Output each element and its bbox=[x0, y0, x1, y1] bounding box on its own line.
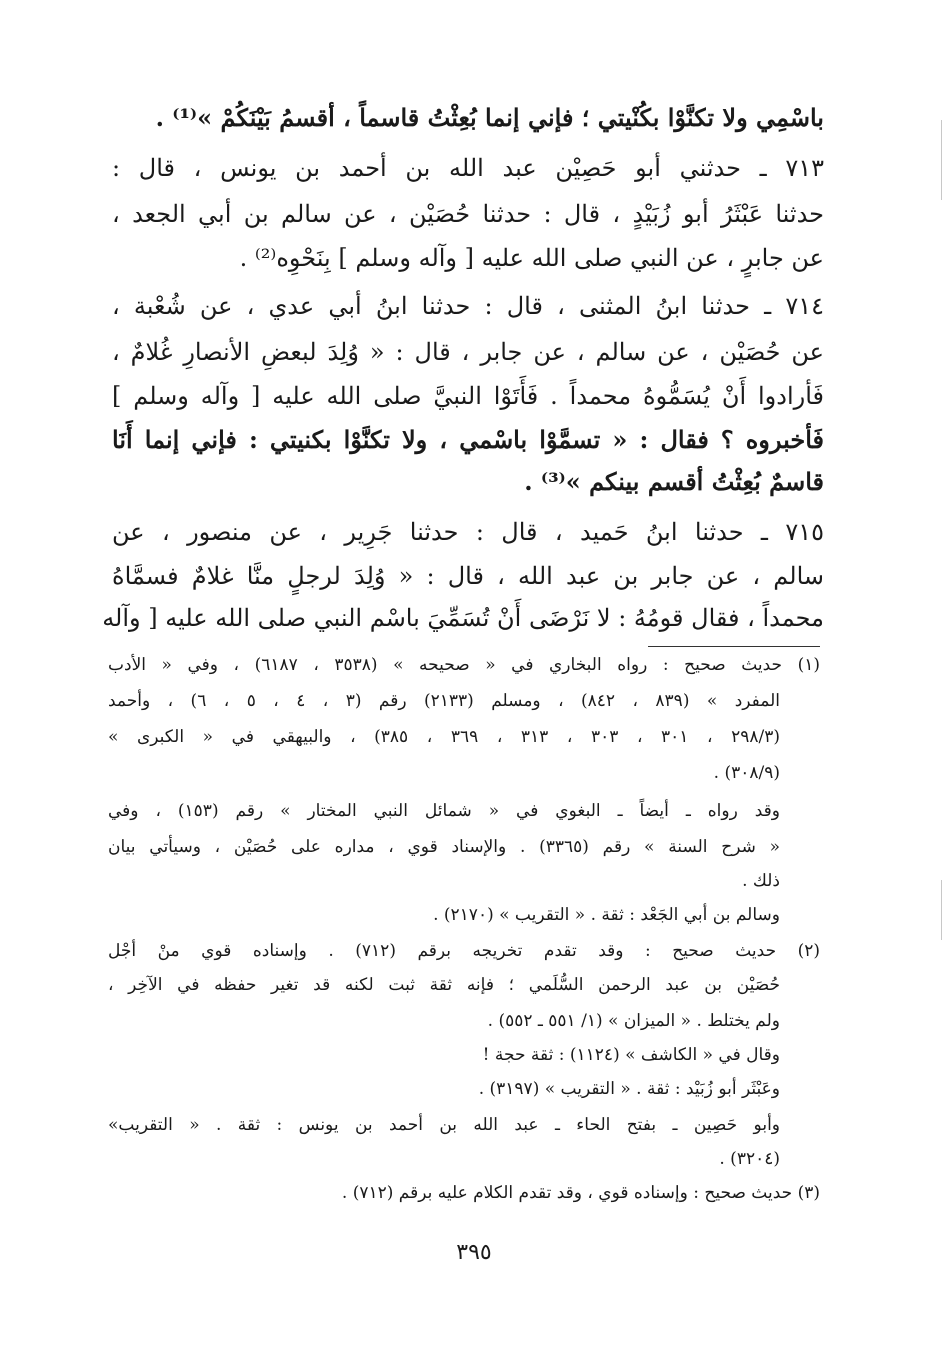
footnote-separator bbox=[648, 646, 820, 647]
footnote-line: ذلك . bbox=[742, 871, 780, 891]
text-line: عن جابرٍ ، عن النبي صلى الله عليه [ وآله وسلم ] بِنَحْوِه⁽²⁾ . bbox=[239, 244, 824, 272]
text-line: سالم ، عن جابر بن عبد الله ، قال : « وُلِدَ لرجلٍ منَّا غلامٌ فسمَّاهُ bbox=[112, 562, 824, 590]
footnote-line: (٢٩٨/٣ ، ٣٠١ ، ٣٠٣ ، ٣١٣ ، ٣٦٩ ، ٣٨٥) ، والبيهقي في « الكبرى » bbox=[108, 727, 781, 747]
footnote-line: وقال في « الكاشف » (١١٢٤) : ثقة حجة ! bbox=[482, 1045, 780, 1065]
footnote-line: وسالم بن أبي الجَعْد : ثقة . « التقريب » (٢١٧٠) . bbox=[433, 905, 780, 925]
footnote-line: وعَبْثَر أبو زُبَيْد : ثقة . « التقريب » (٣١٩٧) . bbox=[478, 1079, 780, 1099]
page-number: ٣٩٥ bbox=[456, 1240, 492, 1265]
footnote-line: « شرح السنة » رقم (٣٣٦٥) . والإسناد قوي ، مداره على حُصَيْن ، وسيأتي بيان bbox=[108, 837, 780, 857]
footnote-line: (٣) حديث صحيح : وإسناده قوي ، وقد تقدم الكلام عليه برقم (٧١٢) . bbox=[341, 1183, 820, 1203]
footnote-line: (٣٢٠٤) . bbox=[719, 1149, 780, 1169]
footnote-line: وقد رواه ـ أيضاً ـ البغوي في « شمائل النبي المختار » رقم (١٥٣) ، وفي bbox=[108, 801, 781, 821]
text-line: عن حُصَيْن ، عن سالم ، عن جابر ، قال : « وُلِدَ لبعضِ الأنصارِ غُلامٌ ، bbox=[112, 338, 824, 366]
footnote-line: ولم يختلط . « الميزان » (١/ ٥٥١ ـ ٥٥٢) . bbox=[487, 1011, 780, 1031]
text-line: قاسمٌ بُعِثْتُ أقسم بينكم »⁽³⁾ . bbox=[524, 467, 824, 496]
text-line: ٧١٥ ـ حدثنا ابنُ حَميد ، قال : حدثنا جَرِير ، عن منصور ، عن bbox=[112, 518, 824, 546]
text-line: محمداً ، فقال قومُهُ : لا نَرْضَى أَنْ تُسَمِّيَ باسْم النبي صلى الله عليه [ وآله bbox=[102, 604, 824, 632]
text-line: فَأرادوا أَنْ يُسَمُّوهُ محمداً . فَأَتَوْا النبيَّ صلى الله عليه [ وآله وسلم ] bbox=[112, 382, 824, 410]
text-line: فَأخبروه ؟ فقال : « تسمَّوْا باسْمي ، ولا تكنَّوْا بكنيتي : فإني إنما أَنَا bbox=[112, 425, 825, 454]
text-line: حدثنا عَبْثَرُ أبو زُبَيْدٍ ، قال : حدثنا حُصَيْن ، عن سالم بن أبي الجعد ، bbox=[112, 200, 824, 228]
footnote-line: (٢) حديث صحيح : وقد تقدم تخريجه برقم (٧١٢) . وإسناده قوي منْ أجْل bbox=[108, 941, 820, 961]
text-line: باسْمِي ولا تكنَّوْا بكُنْيتي ؛ فإني إنما بُعِثْتُ قاسماً ، أقسمُ بَيْنَكُمْ »⁽¹⁾ . bbox=[155, 103, 824, 132]
scan-edge-mark bbox=[941, 880, 942, 940]
footnote-line: حُصَيْن بن عبد الرحمن السُّلَمي ؛ فإنه ثقة ثبت لكنه قد تغير حفظه في الآخِر ، bbox=[108, 975, 780, 995]
text-line: ٧١٤ ـ حدثنا ابنُ المثنى ، قال : حدثنا ابنُ أبي عدي ، عن شُعْبة ، bbox=[112, 292, 824, 320]
footnote-line: وأبو حَصِين ـ بفتح الحاء ـ عبد الله بن أحمد بن يونس : ثقة . « التقريب» bbox=[108, 1115, 780, 1135]
footnote-line: (٣٠٨/٩) . bbox=[713, 763, 780, 783]
text-line: ٧١٣ ـ حدثني أبو حَصِيْن عبد الله بن أحمد بن يونس ، قال : bbox=[112, 154, 824, 182]
scan-edge-mark bbox=[941, 120, 942, 200]
footnote-line: المفرد » (٨٣٩ ، ٨٤٢) ، ومسلم (٢١٣٣) رقم (٣ ، ٤ ، ٥ ، ٦) ، وأحمد bbox=[108, 691, 780, 711]
footnote-line: (١) حديث صحيح : رواه البخاري في « صحيحه » (٣٥٣٨ ، ٦١٨٧) ، وفي « الأدب bbox=[108, 655, 821, 675]
